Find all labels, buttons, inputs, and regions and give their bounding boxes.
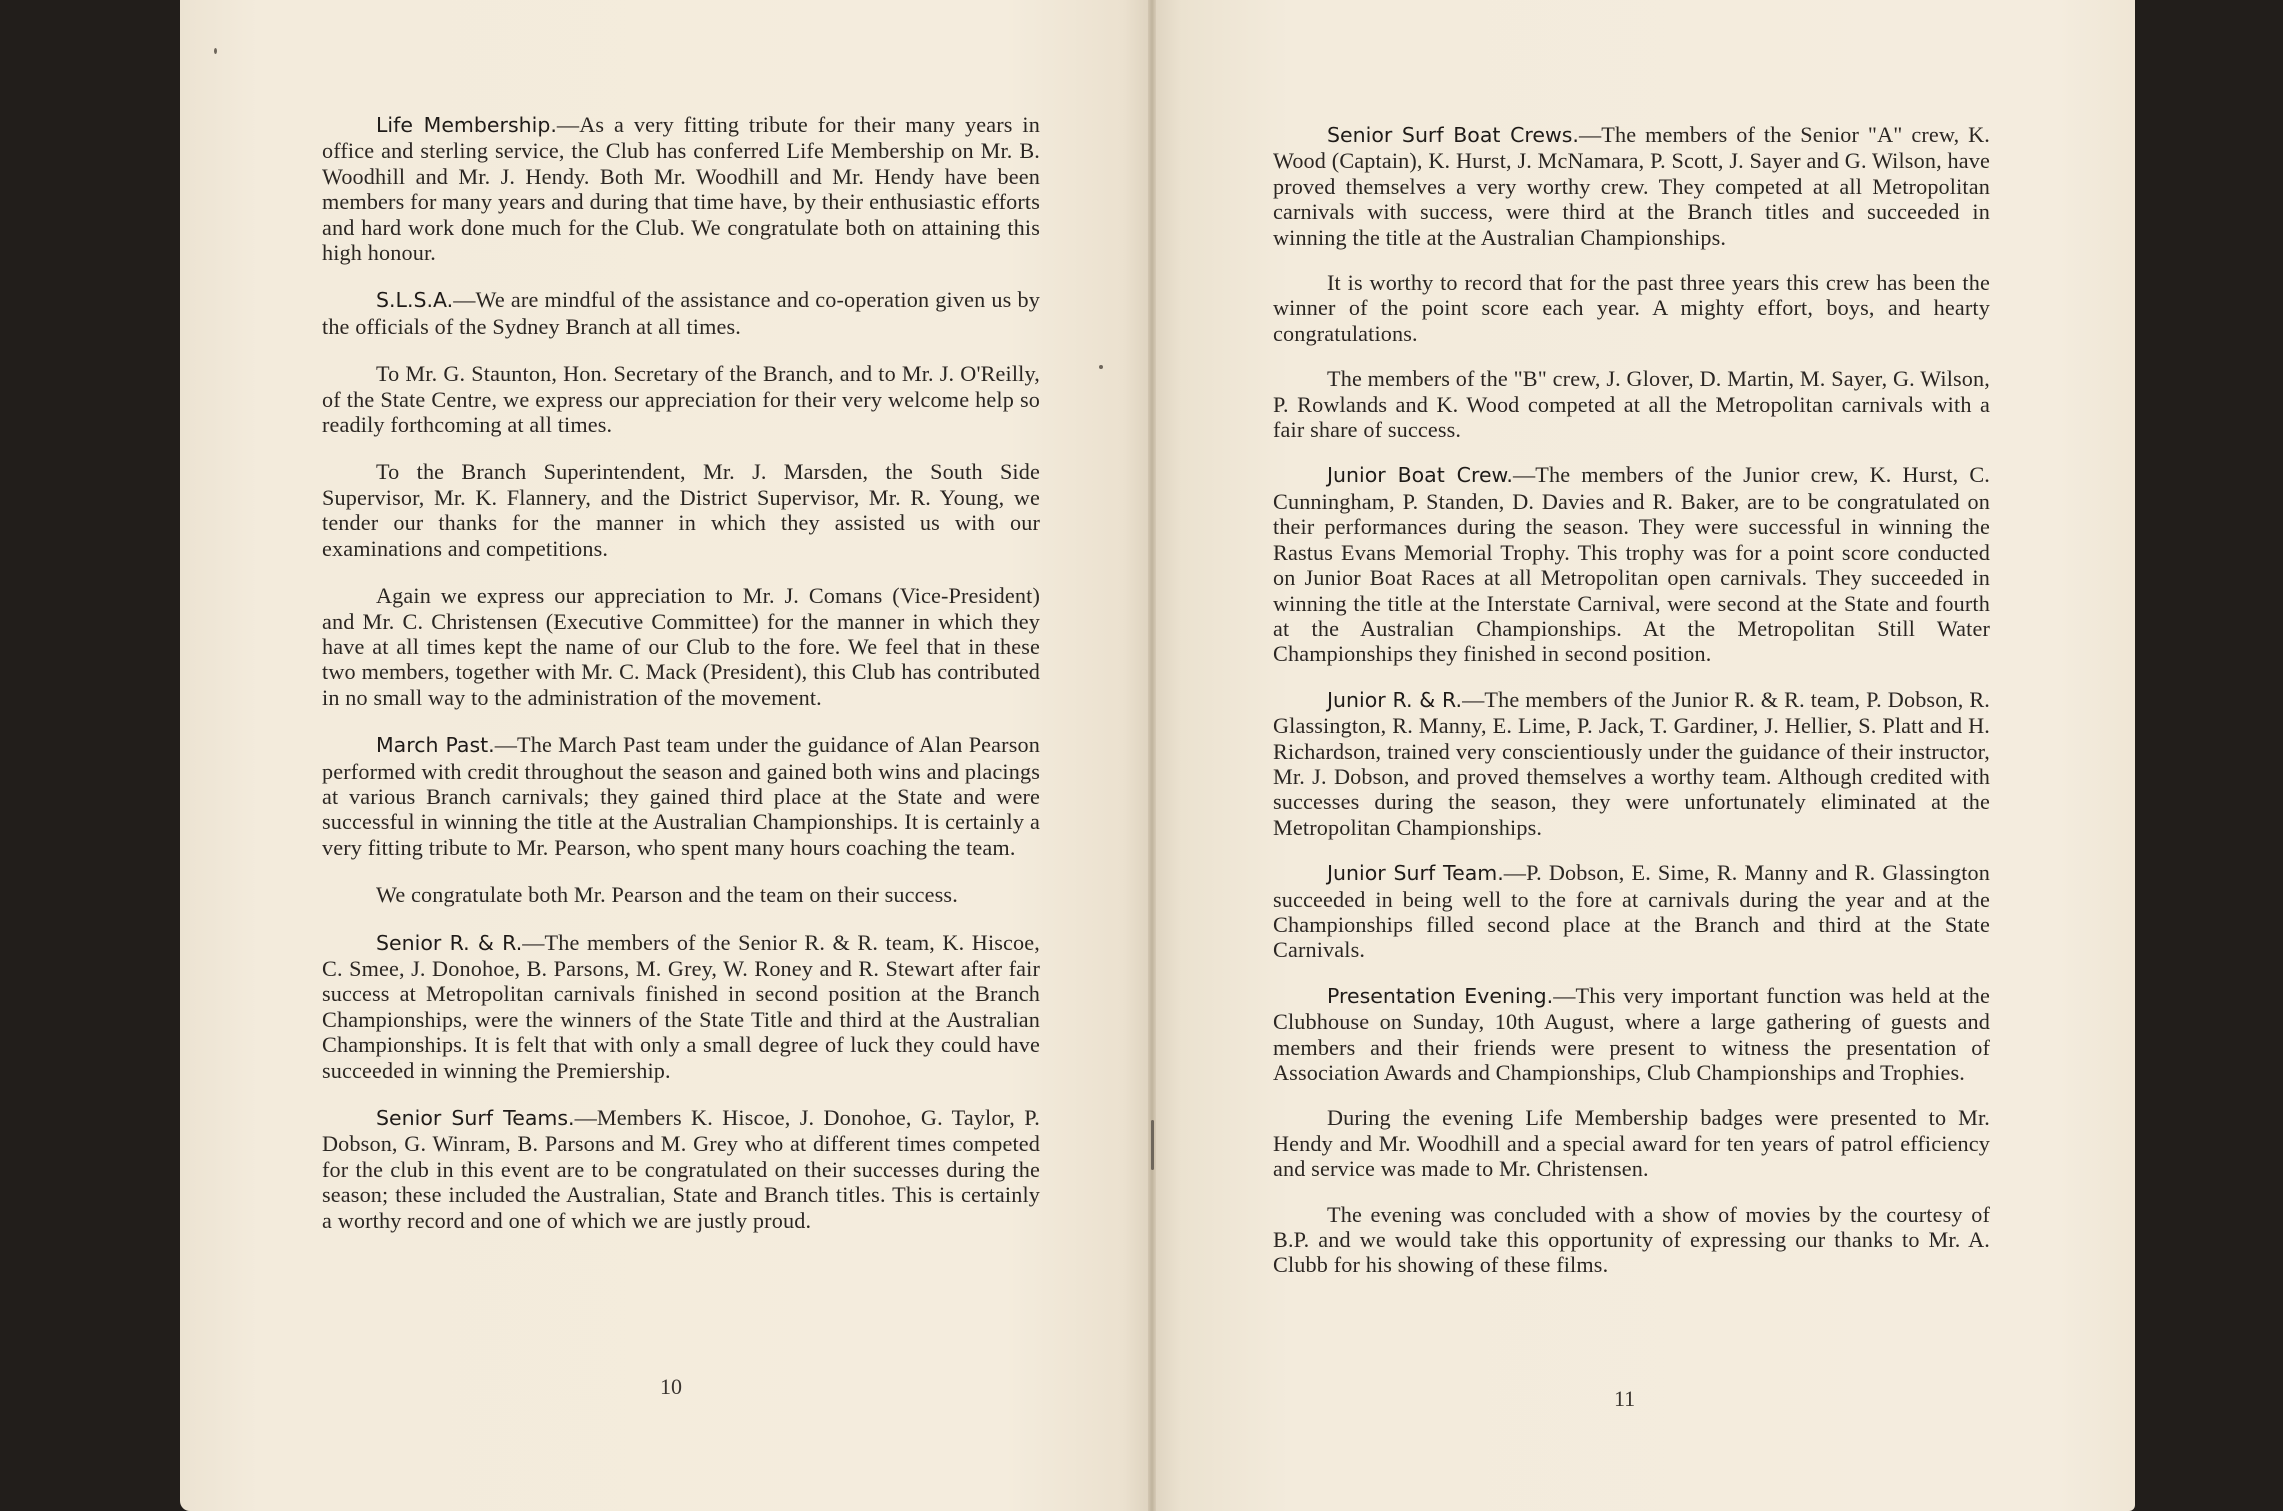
body-text: Again we express our appreciation to Mr. J. Comans (Vice-President) and Mr. C. Christensen (Executive Committee) for the manner in which they have at all times kept the name of our Club to the fore. We feel that in these two members, together with Mr. C. Mack (President), this Club has contributed in no small way to the administration of the movement.: [322, 583, 1040, 710]
paragraph-staunton: [322, 361, 1040, 437]
paragraph-congratulate-pearson: [322, 882, 1040, 907]
paragraph-senior-surf-teams: [322, 1105, 1040, 1233]
paragraph-junior-rr: [1273, 687, 1990, 840]
body-text: —The members of the Junior crew, K. Hurst, C. Cunningham, P. Standen, D. Davies and R. Baker, are to be congratulated on their performances during the season. They were successful in winning the Rastus Evans Memorial Trophy. This trophy was for a point score conducted on Junior Boat Races at all Metropolitan open carnivals. They succeeded in winning the title at the Interstate Carnival, were second at the State and fourth at the Australian Championships. At the Metropolitan Still Water Championships they finished in second position.: [1273, 462, 1990, 667]
body-text: —The members of the Junior R. & R. team, P. Dobson, R. Glassington, R. Manny, E. Lime, P. Jack, T. Gardiner, J. Hellier, S. Platt and H. Richardson, trained very conscientiously under the guidance of their instructor, Mr. J. Dobson, and proved themselves a worthy team. Although credited with successes during the season, they were unfortunately eliminated at the Metropolitan Championships.: [1273, 686, 1990, 840]
left-page: [180, 0, 1152, 1511]
right-page-text: [1273, 122, 1990, 1298]
heading-march-past: March Past.: [376, 733, 495, 758]
body-text: To Mr. G. Staunton, Hon. Secretary of the Branch, and to Mr. J. O'Reilly, of the State Centre, we express our appreciation for their very welcome help so readily forthcoming at all times.: [322, 361, 1040, 438]
heading-senior-surf-teams: Senior Surf Teams.: [376, 1106, 575, 1130]
paragraph-slsa: [322, 287, 1040, 339]
body-text: During the evening Life Membership badges were presented to Mr. Hendy and Mr. Woodhill and a special award for ten years of patrol efficiency and service was made to Mr. Christensen.: [1273, 1105, 1990, 1182]
heading-presentation-evening: Presentation Evening.: [1327, 983, 1554, 1008]
body-text: The members of the "B" crew, J. Glover, D. Martin, M. Sayer, G. Wilson, P. Rowlands and K. Wood competed at all the Metropolitan carnivals with a fair share of success.: [1273, 366, 1990, 443]
heading-senior-rr: Senior R. & R.: [376, 930, 523, 955]
body-text: —The members of the Senior "A" crew, K. Wood (Captain), K. Hurst, J. McNamara, P. Scott, J. Sayer and G. Wilson, have proved themselves a very worthy crew. They competed at all Metropolitan carnivals with success, were third at the Branch titles and succeeded in winning the title at the Australian Championships.: [1273, 122, 1990, 250]
paragraph-junior-surf-team: [1273, 860, 1990, 963]
paper-fleck: [1099, 365, 1103, 369]
paragraph-superintendent: [322, 459, 1040, 561]
body-text: —The March Past team under the guidance of Alan Pearson performed with credit throughout the season and gained both wins and placings at various Branch carnivals; they gained third place at the State and were successful in winning the title at the Australian Championships. It is certainly a very fitting tribute to Mr. Pearson, who spent many hours coaching the team.: [322, 732, 1040, 860]
body-text: —P. Dobson, E. Sime, R. Manny and R. Glassington succeeded in being well to the fore at carnivals during the year and at the Championships filled second place at the Branch and third at the State Carnivals.: [1273, 860, 1990, 963]
book-gutter: [1148, 0, 1156, 1511]
paragraph-senior-rr: [322, 930, 1040, 1083]
paragraph-life-membership-badges: [1273, 1105, 1990, 1181]
body-text: —Members K. Hiscoe, J. Donohoe, G. Taylor, P. Dobson, G. Winram, B. Parsons and M. Grey who at different times competed for the club in this event are to be congratulated on their successes during the season; these included the Australian, State and Branch titles. This is certainly a worthy record and one of which we are justly proud.: [322, 1105, 1040, 1233]
left-page-text: [322, 112, 1040, 1255]
body-text: —As a very fitting tribute for their many years in office and sterling service, the Club has conferred Life Membership on Mr. B. Woodhill and Mr. J. Hendy. Both Mr. Woodhill and Mr. Hendy have been members for many years and during that time have, by their enthusiastic efforts and hard work done much for the Club. We congratulate both on attaining this high honour.: [322, 112, 1040, 266]
heading-slsa: S.L.S.A.: [376, 288, 454, 313]
paragraph-presentation-evening: [1273, 983, 1990, 1086]
paragraph-march-past: [322, 732, 1040, 860]
paragraph-movies: [1273, 1202, 1990, 1278]
paragraph-point-score: [1273, 270, 1990, 346]
body-text: We congratulate both Mr. Pearson and the team on their success.: [376, 882, 958, 908]
body-text: The evening was concluded with a show of movies by the courtesy of B.P. and we would take this opportunity of expressing our thanks to Mr. A. Clubb for his showing of these films.: [1273, 1201, 1990, 1278]
heading-junior-rr: Junior R. & R.: [1327, 687, 1463, 712]
heading-life-membership: Life Membership.: [376, 113, 557, 137]
paper-fleck: [214, 48, 217, 54]
paragraph-junior-boat-crew: [1273, 462, 1990, 666]
heading-senior-surf-boat-crews: Senior Surf Boat Crews.: [1327, 123, 1579, 147]
page-number: 10: [660, 1374, 682, 1399]
paragraph-appreciation: [322, 583, 1040, 710]
right-page: [1152, 0, 2135, 1511]
paragraph-life-membership: [322, 112, 1040, 265]
staple-mark: [1151, 1120, 1154, 1170]
body-text: —We are mindful of the assistance and co-operation given us by the officials of the Sydney Branch at all times.: [322, 287, 1040, 339]
body-text: —This very important function was held at the Clubhouse on Sunday, 10th August, where a large gathering of guests and members and their friends were present to witness the presentation of Association Awards and Championships, Club Championships and Trophies.: [1273, 982, 1991, 1085]
page-number: 11: [1614, 1386, 1636, 1411]
paragraph-senior-surf-boat-crews: [1273, 122, 1990, 250]
body-text: —The members of the Senior R. & R. team, K. Hiscoe, C. Smee, J. Donohoe, B. Parsons, M. Grey, W. Roney and R. Stewart after fair success at Metropolitan carnivals finished in second position at the Branch Championships, were the winners of the State Title and third at the Australian Championships. It is felt that with only a small degree of luck they could have succeeded in winning the Premiership.: [322, 929, 1040, 1083]
body-text: It is worthy to record that for the past three years this crew has been the winner of the point score each year. A mighty effort, boys, and hearty congratulations.: [1273, 270, 1990, 346]
paragraph-b-crew: [1273, 366, 1990, 442]
heading-junior-surf-team: Junior Surf Team.: [1327, 861, 1504, 886]
body-text: To the Branch Superintendent, Mr. J. Marsden, the South Side Supervisor, Mr. K. Flannery, and the District Supervisor, Mr. R. Young, we tender our thanks for the manner in which they assisted us with our examinations and competitions.: [322, 459, 1040, 561]
heading-junior-boat-crew: Junior Boat Crew.: [1327, 463, 1513, 488]
